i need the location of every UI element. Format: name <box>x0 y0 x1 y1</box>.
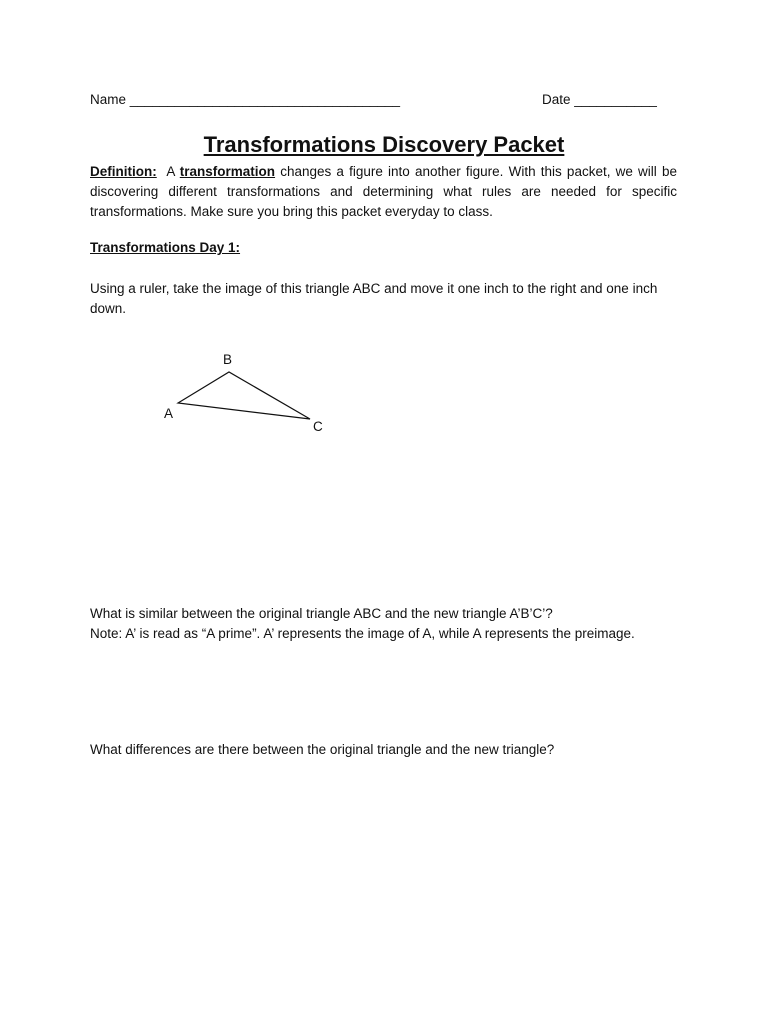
definition-term: transformation <box>179 164 276 179</box>
triangle-abc-figure <box>150 345 340 440</box>
question-similarities <box>90 604 710 644</box>
vertex-label-b: B <box>223 352 233 367</box>
page-title: Transformations Discovery Packet <box>203 132 565 157</box>
triangle-abc <box>178 372 310 419</box>
header-row <box>90 92 678 112</box>
date-field-label: Date ___________ <box>542 92 657 107</box>
vertex-label-c: C <box>313 419 323 434</box>
question-differences: What differences are there between the original triangle and the new triangle? <box>90 742 555 757</box>
vertex-label-a: A <box>164 406 174 421</box>
section-heading: Transformations Day 1: <box>90 240 241 255</box>
instruction-text: Using a ruler, take the image of this triangle ABC and move it one inch to the right and one inch down. <box>90 281 658 316</box>
question-similarities-text: What is similar between the original triangle ABC and the new triangle A’B’C’? <box>90 606 553 621</box>
definition-text: changes a figure into another figure. With this packet, we will be discovering different transformations and determining what rules are needed for specific transformations. Make sure you bring this packet everyday to class. <box>90 164 677 219</box>
name-field-label: Name ____________________________________ <box>90 92 401 107</box>
definition-article: A <box>166 164 175 179</box>
definition-label: Definition: <box>90 164 157 179</box>
definition-paragraph <box>90 162 677 222</box>
question-similarities-note: Note: A’ is read as “A prime”. A’ represents the image of A, while A represents the preimage. <box>90 626 635 641</box>
